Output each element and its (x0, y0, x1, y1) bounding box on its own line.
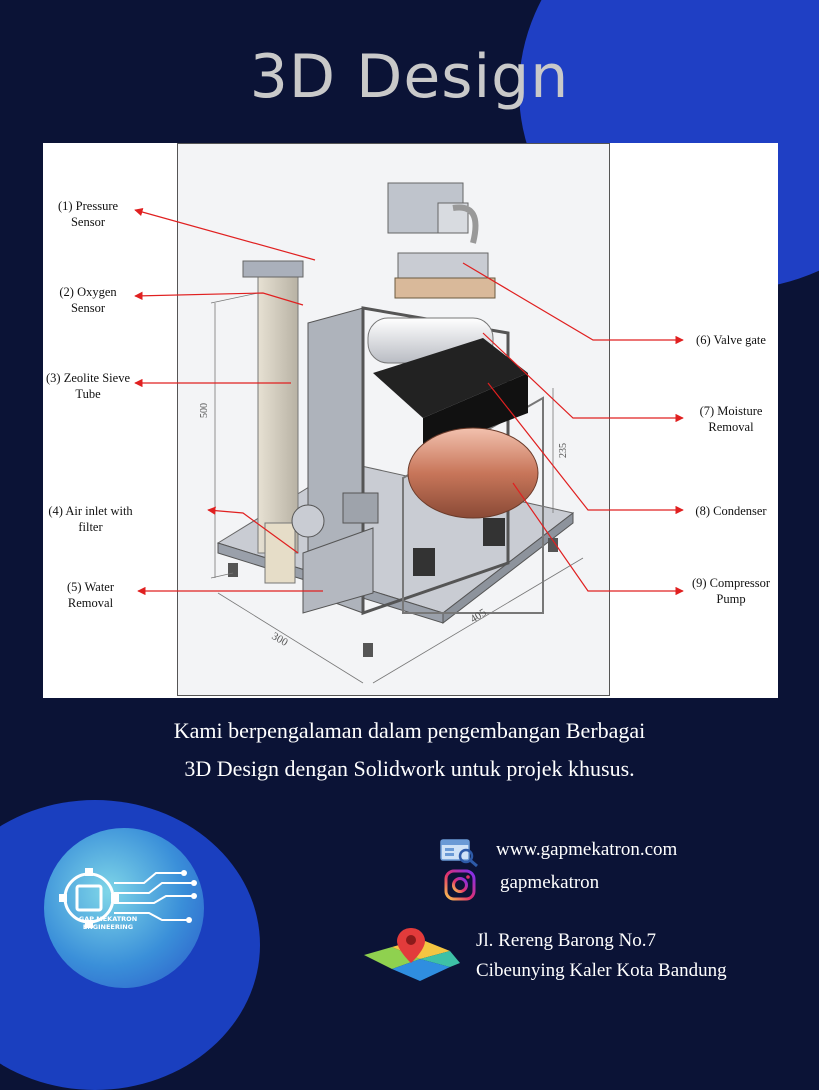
label-number: (1) (57, 199, 73, 213)
website-link[interactable]: www.gapmekatron.com (496, 839, 678, 860)
label-pressure-sensor (43, 198, 133, 230)
label-text: Compressor Pump (709, 576, 771, 606)
label-air-inlet (43, 503, 138, 535)
label-valve-gate (686, 332, 776, 348)
label-number: (2) (59, 285, 74, 299)
description-line-1: Kami berpengalaman dalam pengembangan Berbagai (173, 718, 646, 743)
label-zeolite-sieve-tube (43, 370, 133, 402)
instagram-handle[interactable]: gapmekatron (500, 872, 600, 893)
label-text: Valve gate (713, 333, 766, 347)
gear-circuit-icon (44, 828, 204, 988)
dim-compressor: 235 (558, 443, 569, 458)
address-line-1: Jl. Rereng Barong No.7 (476, 930, 656, 951)
dim-depth: 300 (269, 630, 290, 649)
description (0, 712, 819, 788)
machine-render (43, 143, 778, 698)
label-number: (5) (66, 580, 82, 594)
label-text: Oxygen Sensor (70, 285, 117, 315)
logo-name-line-2: ENGINEERING (82, 923, 134, 931)
label-water-removal (43, 579, 138, 611)
label-number: (8) (695, 504, 710, 518)
design-figure (43, 143, 778, 698)
label-text: Condenser (713, 504, 767, 518)
label-moisture-removal (686, 403, 776, 435)
label-number: (3) (46, 371, 61, 385)
page-title: 3D Design (249, 42, 570, 112)
label-oxygen-sensor (43, 284, 133, 316)
logo-name (58, 915, 158, 931)
map-pin-icon (362, 925, 462, 987)
description-line-2: 3D Design dengan Solidwork untuk projek khusus. (184, 756, 635, 781)
logo-name-line-1: GAP MEKATRON (78, 915, 138, 923)
search-window-icon (440, 838, 480, 868)
dim-width: 405 (468, 606, 489, 626)
company-logo (44, 828, 204, 988)
label-number: (9) (691, 576, 707, 590)
label-text: Zeolite Sieve Tube (63, 371, 130, 401)
label-text: Pressure Sensor (70, 199, 119, 229)
label-number: (7) (699, 404, 715, 418)
label-number: (6) (696, 333, 711, 347)
address-line-2: Cibeunying Kaler Kota Bandung (476, 960, 727, 981)
label-text: Air inlet with filter (65, 504, 133, 534)
label-text: Moisture Removal (708, 404, 763, 434)
label-number: (4) (48, 504, 63, 518)
dim-height: 500 (199, 403, 210, 418)
label-text: Water Removal (67, 580, 114, 610)
valve-assembly (388, 183, 495, 298)
instagram-icon (444, 869, 476, 901)
label-compressor-pump (686, 575, 776, 607)
label-condenser (686, 503, 776, 519)
